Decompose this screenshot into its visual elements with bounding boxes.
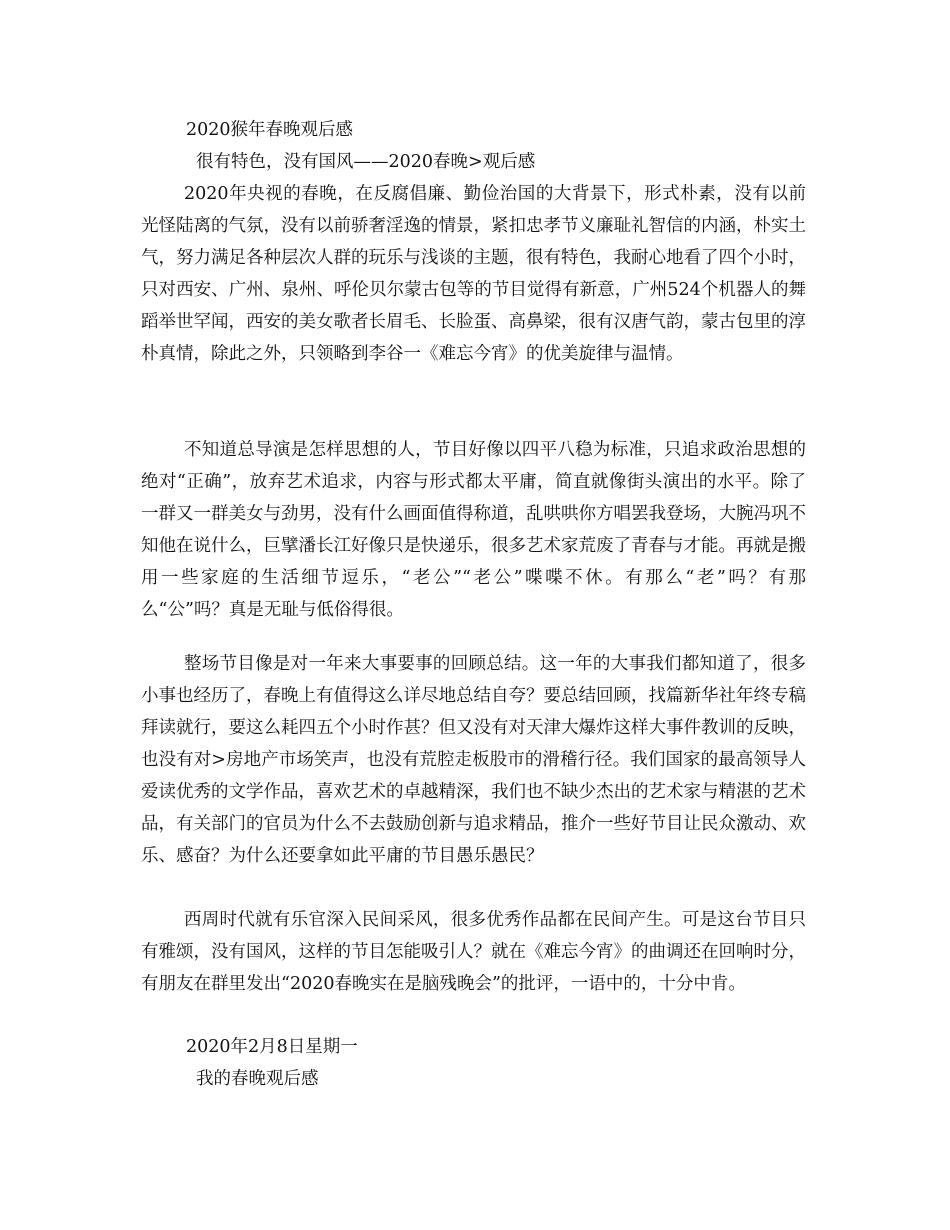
paragraph-1: 2020年央视的春晚，在反腐倡廉、勤俭治国的大背景下，形式朴素，没有以前光怪陆离的气氛，没有以前骄奢淫逸的情景，紧扣忠孝节义廉耻礼智信的内涵，朴实土气，努力满足各种层次人群的玩乐与浅谈的主题，很有特色，我耐心地看了四个小时，只对西安、广州、泉州、呼伦贝尔蒙古包等的节目觉得有新意，广州524个机器人的舞蹈举世罕闻，西安的美女歌者长眉毛、长脸蛋、高鼻梁，很有汉唐气韵，蒙古包里的淳朴真情，除此之外，只领略到李谷一《难忘今宵》的优美旋律与温情。 xyxy=(141,184,806,364)
document-subtitle: 很有特色，没有国风——2020春晚>观后感 xyxy=(196,152,536,172)
next-article-title: 我的春晚观后感 xyxy=(196,1069,319,1089)
paragraph-3: 整场节目像是对一年来大事要事的回顾总结。这一年的大事我们都知道了，很多小事也经历了，春晚上有值得这么详尽地总结自夸？要总结回顾，找篇新华社年终专稿拜读就行，要这么耗四五个小时作甚？但又没有对天津大爆炸这样大事件教训的反映，也没有对>房地产市场笑声，也没有荒腔走板股市的滑稽行径。我们国家的最高领导人爱读优秀的文学作品，喜欢艺术的卓越精深，我们也不缺少杰出的艺术家与精湛的艺术品，有关部门的官员为什么不去鼓励创新与追求精品，推介一些好节目让民众激动、欢乐、感奋？为什么还要拿如此平庸的节目愚乐愚民？ xyxy=(141,654,806,866)
paragraph-2: 不知道总导演是怎样思想的人，节目好像以四平八稳为标准，只追求政治思想的绝对“正确”，放弃艺术追求，内容与形式都太平庸，简直就像街头演出的水平。除了一群又一群美女与劲男，没有什么画面值得称道，乱哄哄你方唱罢我登场，大腕冯巩不知他在说什么，巨擘潘长江好像只是快递乐，很多艺术家荒废了青春与才能。再就是搬用一些家庭的生活细节逗乐，“老公”“老公”喋喋不休。有那么“老”吗？有那么“公”吗？真是无耻与低俗得很。 xyxy=(141,440,806,620)
document-title: 2020猴年春晚观后感 xyxy=(186,120,354,140)
date-line: 2020年2月8日星期一 xyxy=(186,1037,358,1057)
paragraph-4: 西周时代就有乐官深入民间采风，很多优秀作品都在民间产生。可是这台节目只有雅颂，没有国风，这样的节目怎能吸引人？就在《难忘今宵》的曲调还在回响时分，有朋友在群里发出“2020春晚实在是脑残晚会”的批评，一语中的，十分中肯。 xyxy=(141,910,806,994)
